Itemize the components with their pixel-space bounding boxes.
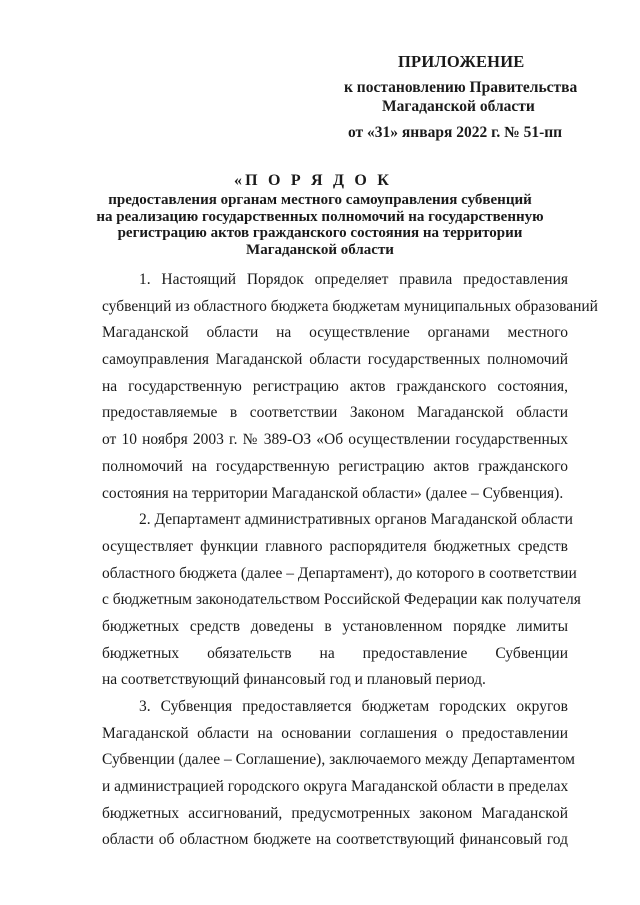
paragraph-line: полномочий на государственную регистрацию актов гражданского xyxy=(102,457,568,475)
paragraph-line: субвенций из областного бюджета бюджетам муниципальных образований xyxy=(102,297,598,315)
paragraph-line: Субвенции (далее – Соглашение), заключаемого между Департаментом xyxy=(102,751,575,769)
document-title: «П О Р Я Д О К xyxy=(233,172,393,189)
paragraph-line: с бюджетным законодательством Российской Федерации как получателя xyxy=(102,591,581,609)
paragraph-1 xyxy=(102,267,598,507)
document-subtitle xyxy=(0,192,640,258)
subtitle-line: регистрацию актов гражданского состояния на территории xyxy=(117,225,523,241)
paragraph-line: и администрацией городского округа Магаданской области в пределах xyxy=(102,778,569,796)
paragraph-line: бюджетных ассигнований, предусмотренных законом Магаданской xyxy=(102,804,568,822)
paragraph-line: от 10 ноября 2003 г. № 389-ОЗ «Об осуществлении государственных xyxy=(102,431,568,449)
paragraph-line: на государственную регистрацию актов гражданского состояния, xyxy=(102,377,568,395)
document-body xyxy=(102,267,598,854)
paragraph-line: 3. Субвенция предоставляется бюджетам городских округов xyxy=(139,698,568,715)
paragraph-line: Магаданской области на основании соглашения о предоставлении xyxy=(102,724,568,742)
paragraph-line: 2. Департамент административных органов Магаданской области xyxy=(139,511,573,529)
subtitle-line: предоставления органам местного самоуправления субвенций xyxy=(108,192,532,208)
appendix-date-number-line: от «31» января 2022 г. № 51-пп xyxy=(348,124,563,141)
paragraph-line: предоставляемые в соответствии Законом Магаданской области xyxy=(102,404,568,422)
paragraph-line: 1. Настоящий Порядок определяет правила предоставления xyxy=(139,271,568,288)
paragraph-line: самоуправления Магаданской области государственных полномочий xyxy=(102,351,568,369)
document-heading xyxy=(0,172,640,190)
appendix-region-line: Магаданской области xyxy=(382,98,535,115)
paragraph-line: на соответствующий финансовый год и плановый период. xyxy=(102,671,486,689)
paragraph-line: бюджетных средств доведены в установленном порядке лимиты xyxy=(102,617,568,635)
paragraph-3 xyxy=(102,694,575,854)
paragraph-line: Магаданской области на осуществление органами местного xyxy=(102,324,568,342)
appendix-title: ПРИЛОЖЕНИЕ xyxy=(398,52,525,71)
paragraph-line: области об областном бюджете на соответствующий финансовый год xyxy=(102,831,568,849)
paragraph-line: бюджетных обязательств на предоставление Субвенции xyxy=(102,644,568,662)
paragraph-line: областного бюджета (далее – Департамент), до которого в соответствии xyxy=(102,564,577,582)
paragraph-2 xyxy=(102,507,581,694)
subtitle-line: на реализацию государственных полномочий на государственную xyxy=(96,208,544,225)
paragraph-line: состояния на территории Магаданской области» (далее – Субвенция). xyxy=(102,484,564,502)
subtitle-line: Магаданской области xyxy=(246,241,394,258)
appendix-decree-line: к постановлению Правительства xyxy=(344,79,578,96)
paragraph-line: осуществляет функции главного распорядителя бюджетных средств xyxy=(102,537,568,555)
